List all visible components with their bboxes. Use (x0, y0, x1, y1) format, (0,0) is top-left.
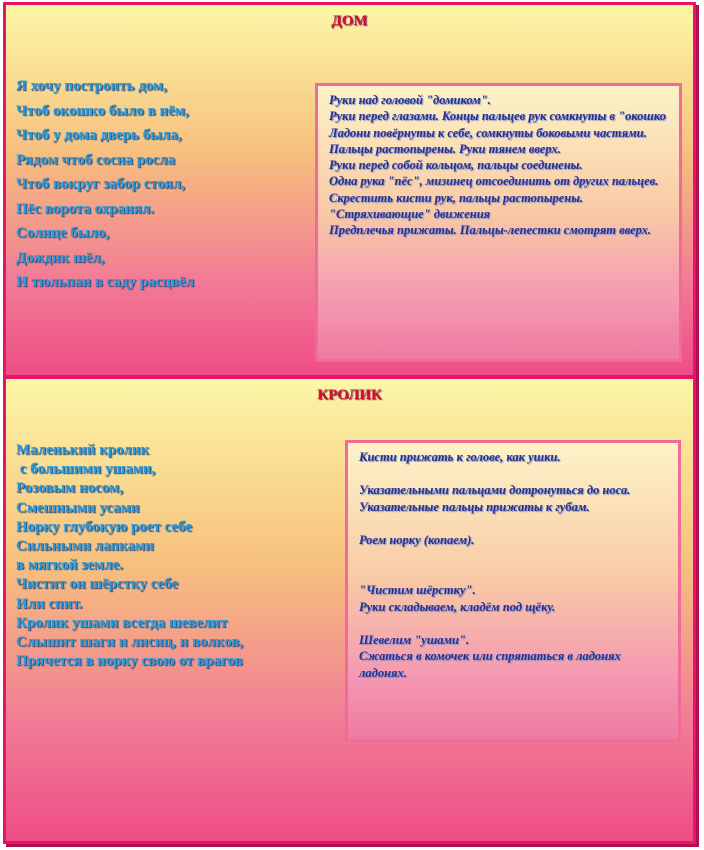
note-line: Кисти прижать к голове, как ушки. (359, 450, 561, 464)
poem-line: Или спит. (16, 595, 83, 612)
note-line: Одна рука "пёс", мизинец отсоединить от других пальцев. (329, 174, 659, 189)
poem-line: Сильными лапками (16, 538, 154, 555)
poem-line: Пёс ворота охранял. (16, 200, 155, 217)
poem-line: Рядом чтоб сосна росла (16, 151, 176, 168)
poem-line: с большими ушами, (16, 461, 156, 478)
note-line: Указательными пальцами дотронуться до носа. (359, 483, 631, 497)
house-notes (315, 83, 682, 362)
spacer (359, 515, 670, 532)
spacer (359, 466, 670, 483)
rabbit-poem (16, 441, 243, 671)
spacer (359, 615, 670, 632)
poem-line: Кролик ушами всегда шевелит (16, 614, 228, 631)
poem-line: Маленький кролик (16, 442, 150, 458)
poem-line: Я хочу построить дом, (16, 78, 167, 94)
poem-line: Дождик шёл, (16, 249, 105, 266)
house-panel (3, 2, 696, 378)
poem-line: Смешными усами (16, 499, 140, 516)
note-line: Пальцы растопырены. Руки тянем вверх. (329, 141, 561, 156)
poem-line: Слышит шаги и лисиц, и волков, (16, 634, 244, 651)
poem-line: Чтоб у дома дверь была, (16, 127, 182, 143)
note-line: Роем норку (копаем). (359, 532, 475, 547)
note-line: Сжаться в комочек или спрятаться в ладонях ладонях. (359, 649, 621, 680)
note-line: Предплечья прижаты. Пальцы-лепестки смотрят вверх. (329, 223, 652, 238)
note-line: Ладони повёрнуты к себе, сомкнуты боковыми частями. (329, 125, 647, 140)
poem-line: Розовым носом, (16, 480, 124, 497)
poem-line: Прячется в норку свою от врагов (16, 653, 243, 670)
spacer (359, 548, 670, 582)
rabbit-notes (345, 440, 681, 742)
rabbit-panel (3, 376, 696, 844)
poem-line: И тюльпан в саду расцвёл (16, 274, 195, 290)
poem-line: Чтоб вокруг забор стоял, (16, 176, 186, 192)
rabbit-title: КРОЛИК (317, 387, 382, 403)
note-line: Руки над головой "домиком". (329, 93, 491, 107)
poem-line: Чтоб окошко было в нём, (16, 102, 189, 119)
note-line: "Стряхивающие" движения (329, 207, 491, 222)
note-line: Шевелим "ушами". (359, 632, 470, 647)
note-line: Скрестить кисти рук, пальцы растопырены. (329, 190, 584, 205)
note-line: Руки перед глазами. Концы пальцев рук сомкнуты в "окошко (329, 109, 666, 124)
poem-line: Норку глубокую роет себе (16, 518, 192, 535)
note-line: Руки перед собой кольцом, пальцы соединены. (329, 158, 583, 173)
note-line: "Чистим шёрстку". (359, 583, 476, 597)
poem-line: Чистит он шёрстку себе (16, 576, 179, 593)
note-line: Руки складываем, кладём под щёку. (359, 599, 556, 614)
poem-line: в мягкой земле. (16, 557, 124, 574)
house-poem (16, 74, 194, 295)
poem-line: Солнце было, (16, 225, 110, 241)
house-title: ДОМ (331, 13, 368, 29)
note-line: Указательные пальцы прижаты к губам. (359, 499, 590, 514)
